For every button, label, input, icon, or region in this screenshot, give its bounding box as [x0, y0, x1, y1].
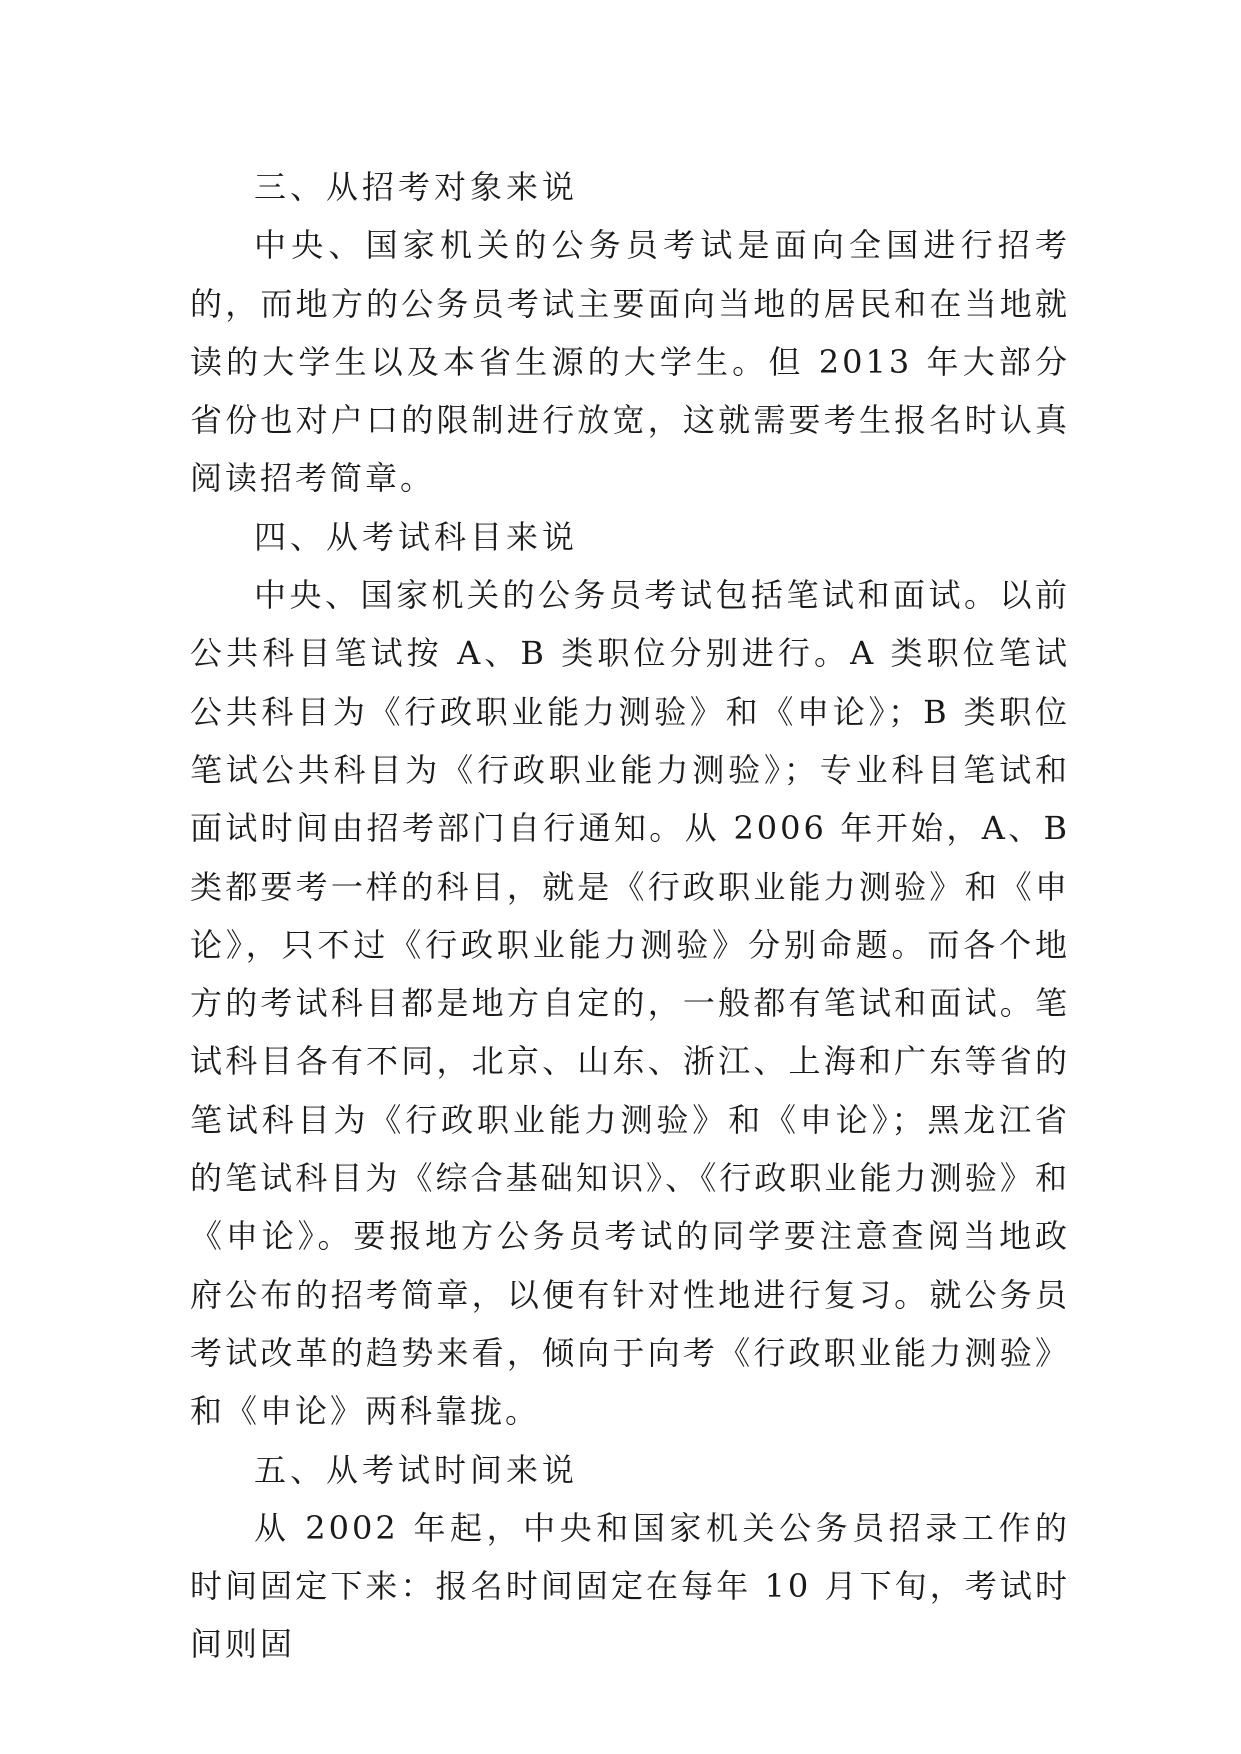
section-heading-recruitment-targets: 三、从招考对象来说 [254, 168, 579, 206]
section-paragraph-exam-time: 从 2002 年起，中央和国家机关公务员招录工作的时间固定下来：报名时间固定在每年 10 月下旬，考试时间则固 [190, 1508, 1070, 1664]
section-heading-exam-time: 五、从考试时间来说 [254, 1450, 579, 1489]
section-paragraph-recruitment-targets: 中央、国家机关的公务员考试是面向全国进行招考的，而地方的公务员考试主要面向当地的居民和在当地就读的大学生以及本省生源的大学生。但 2013 年大部分省份也对户口的限制进行放宽，这就需要考生报名时认真阅读招考简章。 [190, 226, 1070, 498]
section-heading-exam-subjects: 四、从考试科目来说 [254, 517, 579, 556]
document-body [190, 158, 1070, 1674]
section-paragraph-exam-subjects: 中央、国家机关的公务员考试包括笔试和面试。以前公共科目笔试按 A、B 类职位分别进行。A 类职位笔试公共科目为《行政职业能力测验》和《申论》；B 类职位笔试公共科目为《行政职业能力测验》；专业科目笔试和面试时间由招考部门自行通知。从 2006 年开始，A、B 类都要考一样的科目，就是《行政职业能力测验》和《申论》，只不过《行政职业能力测验》分别命题。而各个地方的考试科目都是地方自定的，一般都有笔试和面试。笔试科目各有不同，北京、山东、浙江、上海和广东等省的笔试科目为《行政职业能力测验》和《申论》；黑龙江省的笔试科目为《综合基础知识》、《行政职业能力测验》和《申论》。要报地方公务员考试的同学要注意查阅当地政府公布的招考简章，以便有针对性地进行复习。就公务员考试改革的趋势来看，倾向于向考《行政职业能力测验》和《申论》两科靠拢。 [190, 576, 1070, 1431]
